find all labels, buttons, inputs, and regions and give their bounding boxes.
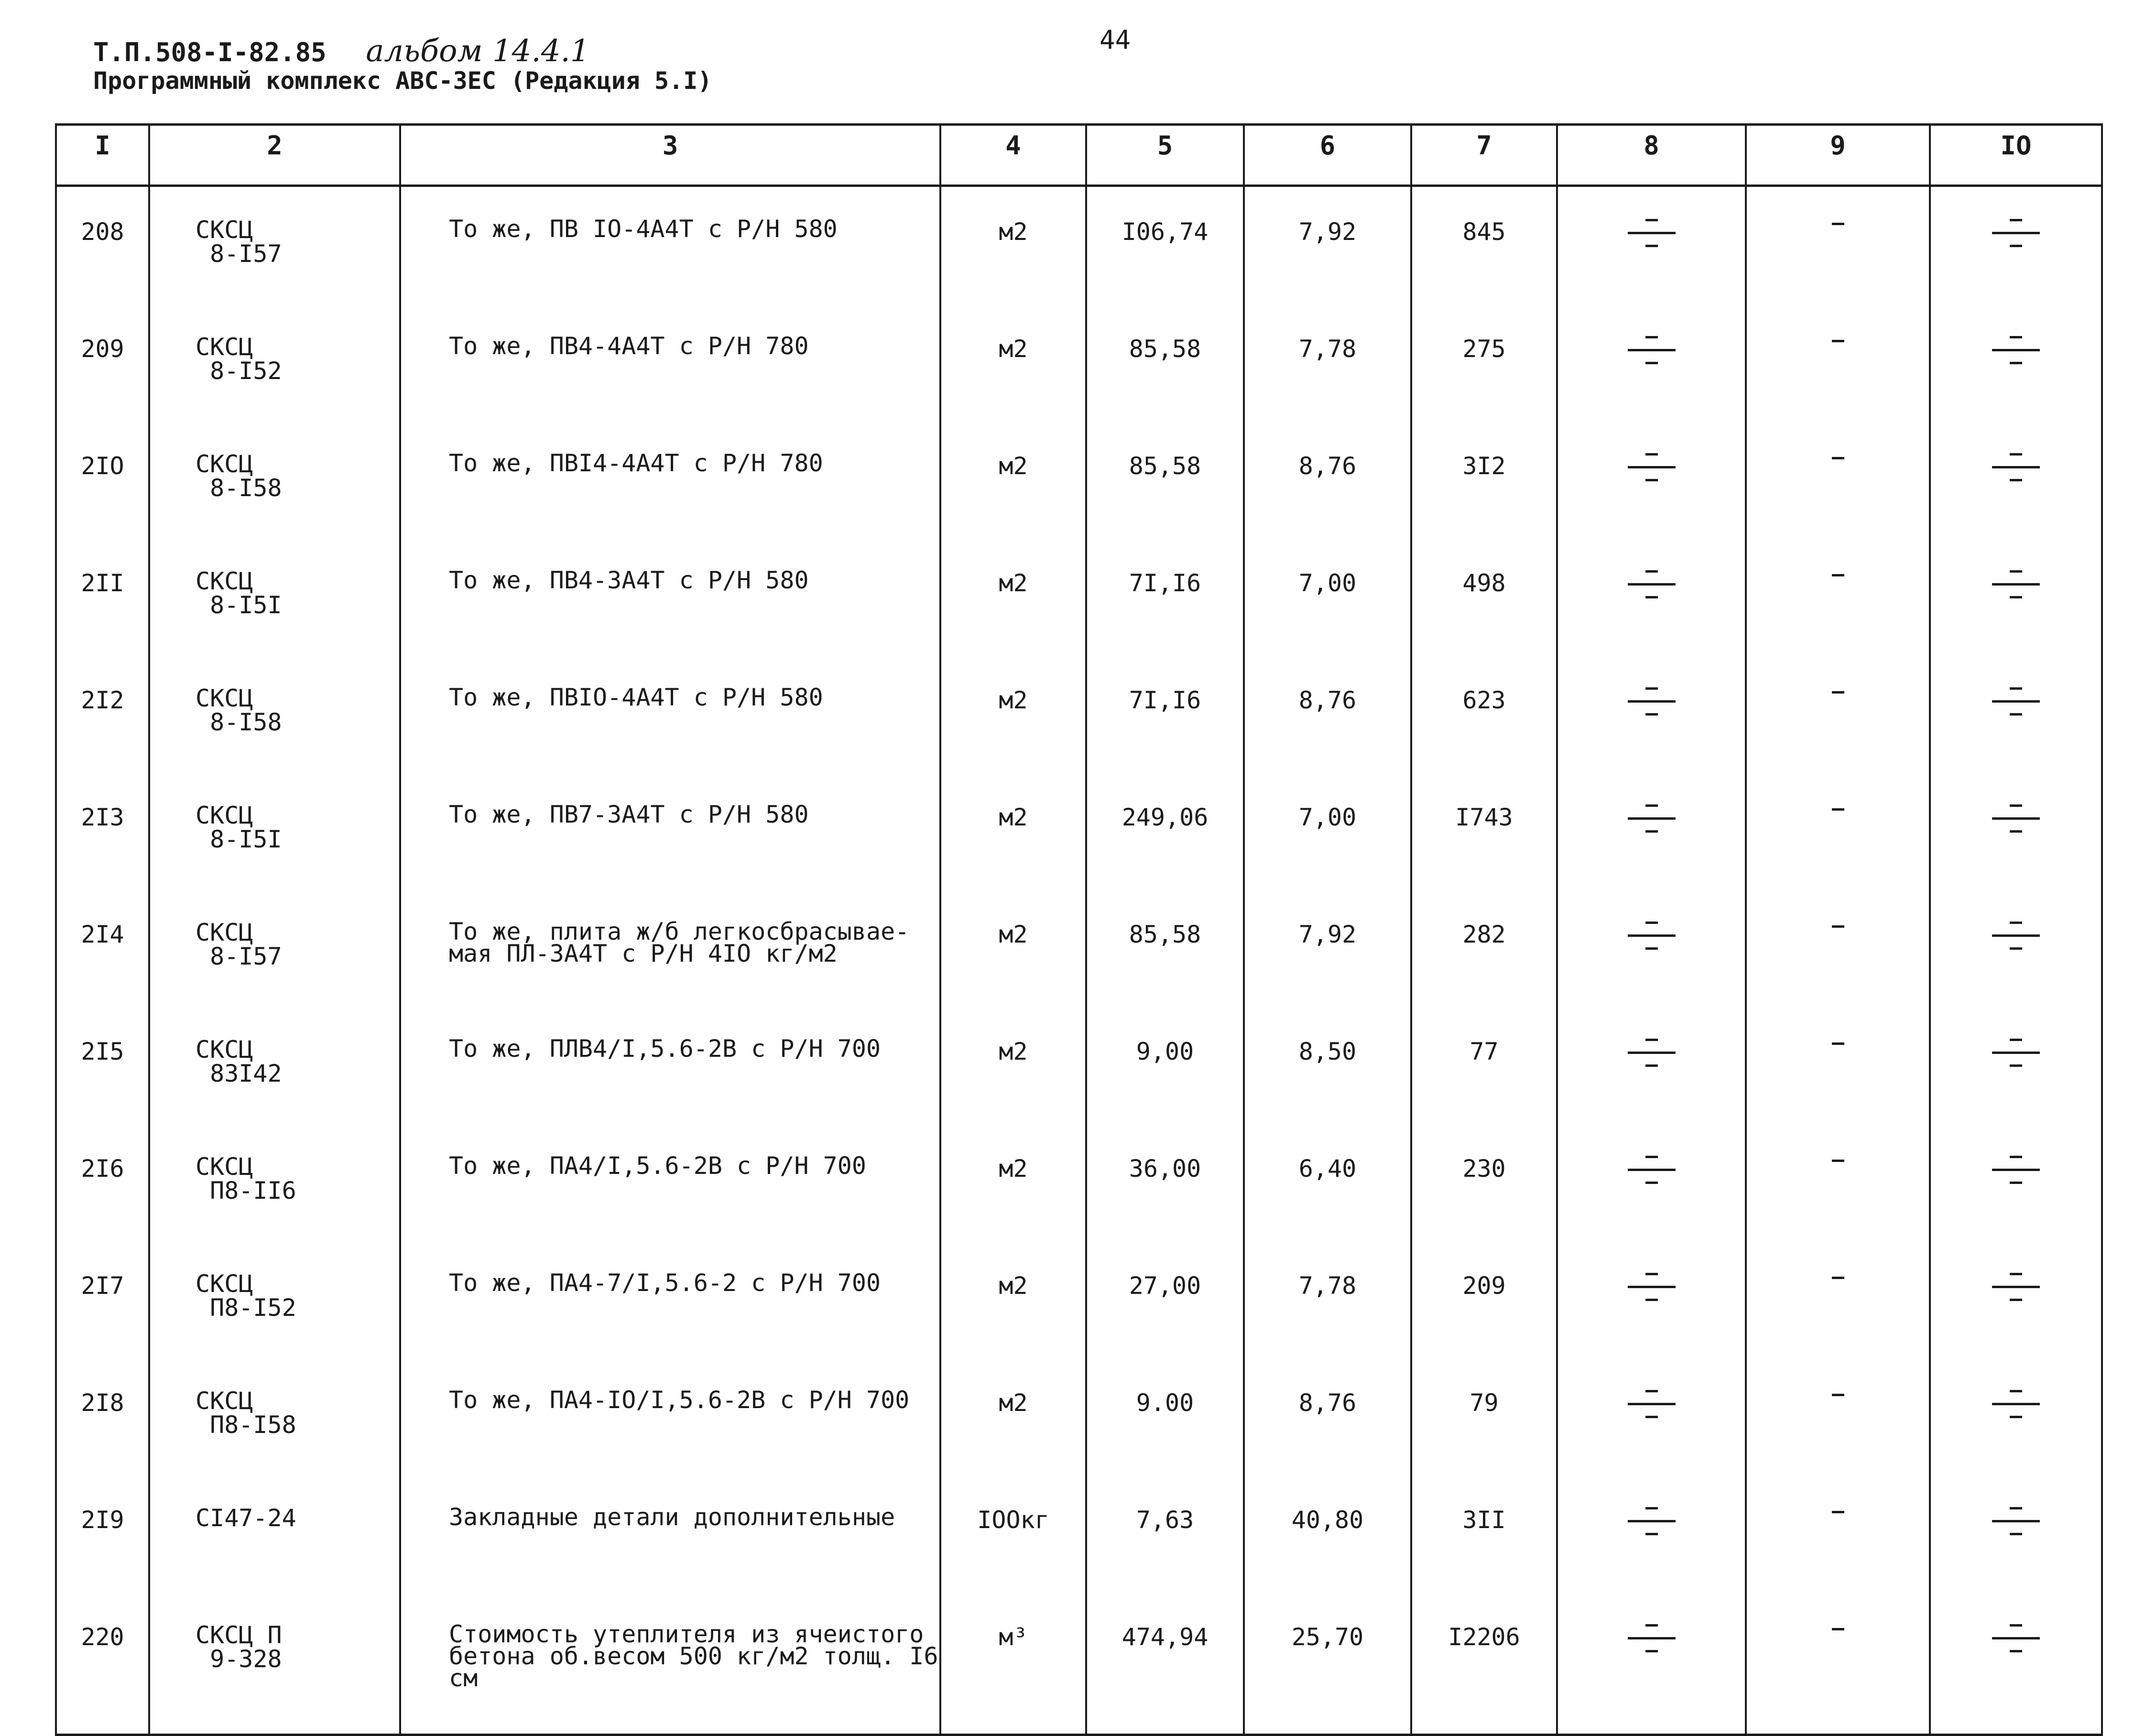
- table-row: [56, 1597, 2102, 1735]
- dash-mark: [2010, 687, 2022, 690]
- row-col9: [1746, 1480, 1930, 1597]
- row-unit: м2: [940, 186, 1086, 309]
- dash-mark: [2010, 1624, 2022, 1627]
- row-col9: [1746, 1128, 1930, 1246]
- row-number: 2I9: [56, 1480, 149, 1597]
- row-unit-price: 8,76: [1244, 1363, 1411, 1480]
- row-total: I2206: [1411, 1597, 1557, 1735]
- row-col9: [1746, 894, 1930, 1011]
- dash-mark: [2010, 804, 2022, 807]
- fraction-bar: [1992, 466, 2040, 468]
- row-quantity: 249,06: [1086, 777, 1244, 894]
- dash-mark: [1645, 1507, 1658, 1509]
- row-col8: [1557, 543, 1746, 660]
- fraction-bar: [1992, 1520, 2040, 1522]
- row-total: 209: [1411, 1246, 1557, 1363]
- fraction-bar: [1992, 1286, 2040, 1288]
- dash-mark: [1645, 1533, 1658, 1535]
- row-code: СКСЦ 83I42: [149, 1011, 400, 1128]
- row-col10: [1930, 1011, 2102, 1128]
- table-row: [56, 1246, 2102, 1363]
- row-col8: [1557, 1128, 1746, 1246]
- column-header: 9: [1746, 125, 1930, 186]
- row-unit-price: 7,78: [1244, 309, 1411, 426]
- row-col8: [1557, 1480, 1746, 1597]
- dash-mark: [2010, 570, 2022, 573]
- table-row: [56, 894, 2102, 1011]
- estimate-table: [55, 123, 2103, 1736]
- row-col10: [1930, 1128, 2102, 1246]
- dash-mark: [1645, 830, 1658, 833]
- row-unit-price: 7,92: [1244, 186, 1411, 309]
- table-row: [56, 777, 2102, 894]
- dash-mark: [2010, 1507, 2022, 1509]
- fraction-bar: [1628, 700, 1676, 703]
- row-total: 275: [1411, 309, 1557, 426]
- dash-mark: [2010, 1390, 2022, 1392]
- row-unit: м2: [940, 1128, 1086, 1246]
- dash-mark: [2010, 1416, 2022, 1418]
- fraction-bar: [1992, 349, 2040, 351]
- dash-mark: [2010, 1650, 2022, 1652]
- fraction-bar: [1628, 232, 1676, 234]
- fraction-bar: [1628, 1637, 1676, 1639]
- dash-mark: [2010, 453, 2022, 456]
- row-unit-price: 40,80: [1244, 1480, 1411, 1597]
- dash-mark: [2010, 1039, 2022, 1041]
- dash-mark: [2010, 1182, 2022, 1184]
- row-description: То же, ПВ4-3А4Т с Р/Н 580: [400, 543, 940, 660]
- fraction-bar: [1628, 349, 1676, 351]
- column-header: 2: [149, 125, 400, 186]
- row-description: То же, ПВ7-3А4Т с Р/Н 580: [400, 777, 940, 894]
- column-header: 3: [400, 125, 940, 186]
- dash-mark: [1832, 808, 1844, 811]
- dash-mark: [1645, 1624, 1658, 1627]
- row-total: 623: [1411, 660, 1557, 777]
- fraction-bar: [1992, 232, 2040, 234]
- row-quantity: 85,58: [1086, 894, 1244, 1011]
- table-header-row: [56, 125, 2102, 186]
- table-row: [56, 426, 2102, 543]
- row-col10: [1930, 1246, 2102, 1363]
- row-col9: [1746, 1011, 1930, 1128]
- row-description: То же, ПЛВ4/I,5.6-2В с Р/Н 700: [400, 1011, 940, 1128]
- row-col10: [1930, 1480, 2102, 1597]
- dash-mark: [1645, 336, 1658, 338]
- row-unit-price: 25,70: [1244, 1597, 1411, 1735]
- row-description: То же, ПА4/I,5.6-2В с Р/Н 700: [400, 1128, 940, 1246]
- row-quantity: 9.00: [1086, 1363, 1244, 1480]
- fraction-bar: [1992, 817, 2040, 820]
- row-description: То же, плита ж/б легкосбрасывае-мая ПЛ-3А4Т с Р/Н 4IO кг/м2: [400, 894, 940, 1011]
- row-col10: [1930, 186, 2102, 309]
- dash-mark: [1645, 1390, 1658, 1392]
- dash-mark: [2010, 1533, 2022, 1535]
- doc-code: Т.П.508-I-82.85: [93, 37, 327, 67]
- row-number: 208: [56, 186, 149, 309]
- row-number: 2I6: [56, 1128, 149, 1246]
- row-description: То же, ПВ IO-4А4Т с Р/Н 580: [400, 186, 940, 309]
- dash-mark: [1832, 340, 1844, 342]
- row-col9: [1746, 186, 1930, 309]
- dash-mark: [1645, 453, 1658, 456]
- dash-mark: [1832, 1277, 1844, 1279]
- fraction-bar: [1628, 466, 1676, 468]
- table-row: [56, 1128, 2102, 1246]
- row-col10: [1930, 1597, 2102, 1735]
- row-total: 77: [1411, 1011, 1557, 1128]
- row-code: СКСЦ 8-I57: [149, 894, 400, 1011]
- dash-mark: [1645, 713, 1658, 716]
- fraction-bar: [1628, 1169, 1676, 1171]
- row-number: 220: [56, 1597, 149, 1735]
- row-col8: [1557, 777, 1746, 894]
- dash-mark: [1832, 691, 1844, 694]
- dash-mark: [1645, 362, 1658, 364]
- dash-mark: [2010, 947, 2022, 950]
- fraction-bar: [1992, 1052, 2040, 1054]
- dash-mark: [1832, 574, 1844, 576]
- column-header: 4: [940, 125, 1086, 186]
- row-col10: [1930, 309, 2102, 426]
- row-col9: [1746, 1363, 1930, 1480]
- row-col8: [1557, 309, 1746, 426]
- row-code: СКСЦ П8-I52: [149, 1246, 400, 1363]
- row-col8: [1557, 1363, 1746, 1480]
- row-unit: м³: [940, 1597, 1086, 1735]
- table-row: [56, 660, 2102, 777]
- row-unit: м2: [940, 426, 1086, 543]
- row-quantity: 7,63: [1086, 1480, 1244, 1597]
- row-quantity: 85,58: [1086, 426, 1244, 543]
- row-unit: м2: [940, 660, 1086, 777]
- row-unit-price: 8,50: [1244, 1011, 1411, 1128]
- table-row: [56, 1363, 2102, 1480]
- fraction-bar: [1992, 1403, 2040, 1405]
- row-col10: [1930, 1363, 2102, 1480]
- row-col9: [1746, 777, 1930, 894]
- row-description: То же, ПА4-IO/I,5.6-2В с Р/Н 700: [400, 1363, 940, 1480]
- dash-mark: [1645, 922, 1658, 924]
- dash-mark: [2010, 479, 2022, 481]
- row-col9: [1746, 309, 1930, 426]
- dash-mark: [2010, 713, 2022, 716]
- row-unit: м2: [940, 777, 1086, 894]
- row-unit-price: 8,76: [1244, 426, 1411, 543]
- fraction-bar: [1992, 583, 2040, 586]
- row-description: Закладные детали дополнительные: [400, 1480, 940, 1597]
- dash-mark: [2010, 245, 2022, 247]
- column-header: 6: [1244, 125, 1411, 186]
- row-code: СКСЦ П 9-328: [149, 1597, 400, 1735]
- row-col10: [1930, 543, 2102, 660]
- row-number: 2IO: [56, 426, 149, 543]
- row-quantity: 9,00: [1086, 1011, 1244, 1128]
- fraction-bar: [1628, 583, 1676, 586]
- row-total: 79: [1411, 1363, 1557, 1480]
- row-col9: [1746, 426, 1930, 543]
- fraction-bar: [1992, 700, 2040, 703]
- table-row: [56, 186, 2102, 309]
- row-total: 282: [1411, 894, 1557, 1011]
- row-col9: [1746, 660, 1930, 777]
- dash-mark: [1645, 1299, 1658, 1301]
- table-row: [56, 1011, 2102, 1128]
- dash-mark: [1832, 1511, 1844, 1513]
- row-description: Стоимость утеплителя из ячеистого бетона об.весом 500 кг/м2 толщ. I6 см: [400, 1597, 940, 1735]
- row-col8: [1557, 426, 1746, 543]
- column-header: IO: [1930, 125, 2102, 186]
- row-col8: [1557, 1011, 1746, 1128]
- row-quantity: 474,94: [1086, 1597, 1244, 1735]
- dash-mark: [1645, 219, 1658, 221]
- dash-mark: [1645, 1650, 1658, 1652]
- dash-mark: [1645, 596, 1658, 598]
- row-unit-price: 7,92: [1244, 894, 1411, 1011]
- row-unit: м2: [940, 1363, 1086, 1480]
- row-number: 2I4: [56, 894, 149, 1011]
- dash-mark: [1645, 1182, 1658, 1184]
- row-unit-price: 8,76: [1244, 660, 1411, 777]
- row-quantity: 7I,I6: [1086, 660, 1244, 777]
- row-number: 2II: [56, 543, 149, 660]
- row-col9: [1746, 543, 1930, 660]
- page-number: 44: [1100, 25, 1131, 55]
- row-code: СКСЦ П8-II6: [149, 1128, 400, 1246]
- row-col9: [1746, 1246, 1930, 1363]
- dash-mark: [2010, 362, 2022, 364]
- row-code: СКСЦ 8-I57: [149, 186, 400, 309]
- row-col10: [1930, 777, 2102, 894]
- fraction-bar: [1992, 1637, 2040, 1639]
- table-row: [56, 543, 2102, 660]
- row-col10: [1930, 426, 2102, 543]
- dash-mark: [1645, 1416, 1658, 1418]
- row-quantity: 85,58: [1086, 309, 1244, 426]
- row-unit: м2: [940, 543, 1086, 660]
- dash-mark: [1645, 245, 1658, 247]
- dash-mark: [1832, 223, 1844, 225]
- dash-mark: [1645, 687, 1658, 690]
- row-unit-price: 7,00: [1244, 543, 1411, 660]
- dash-mark: [1645, 570, 1658, 573]
- row-unit: м2: [940, 1246, 1086, 1363]
- fraction-bar: [1628, 817, 1676, 820]
- dash-mark: [1832, 925, 1844, 928]
- row-unit-price: 7,00: [1244, 777, 1411, 894]
- fraction-bar: [1628, 1286, 1676, 1288]
- row-unit: м2: [940, 1011, 1086, 1128]
- dash-mark: [1832, 1042, 1844, 1045]
- table-row: [56, 1480, 2102, 1597]
- fraction-bar: [1628, 1520, 1676, 1522]
- row-description: То же, ПА4-7/I,5.6-2 с Р/Н 700: [400, 1246, 940, 1363]
- row-col8: [1557, 186, 1746, 309]
- row-quantity: 36,00: [1086, 1128, 1244, 1246]
- row-total: 230: [1411, 1128, 1557, 1246]
- row-unit: м2: [940, 309, 1086, 426]
- dash-mark: [1645, 947, 1658, 950]
- dash-mark: [1832, 1394, 1844, 1396]
- row-code: СКСЦ 8-I52: [149, 309, 400, 426]
- album-handwritten: альбом 14.4.1: [366, 33, 590, 69]
- dash-mark: [1645, 1156, 1658, 1158]
- column-header: 8: [1557, 125, 1746, 186]
- dash-mark: [1645, 804, 1658, 807]
- row-total: I743: [1411, 777, 1557, 894]
- row-code: СКСЦ 8-I5I: [149, 777, 400, 894]
- row-number: 2I7: [56, 1246, 149, 1363]
- dash-mark: [2010, 830, 2022, 833]
- dash-mark: [2010, 596, 2022, 598]
- row-description: То же, ПВI4-4А4Т с Р/Н 780: [400, 426, 940, 543]
- row-col8: [1557, 894, 1746, 1011]
- document-code: [93, 33, 590, 69]
- row-col8: [1557, 1246, 1746, 1363]
- fraction-bar: [1628, 934, 1676, 937]
- dash-mark: [1832, 1628, 1844, 1630]
- row-col10: [1930, 894, 2102, 1011]
- row-code: СКСЦ 8-I58: [149, 426, 400, 543]
- row-col8: [1557, 1597, 1746, 1735]
- column-header: 7: [1411, 125, 1557, 186]
- dash-mark: [1645, 1064, 1658, 1067]
- dash-mark: [2010, 1156, 2022, 1158]
- row-quantity: I06,74: [1086, 186, 1244, 309]
- dash-mark: [1645, 479, 1658, 481]
- dash-mark: [2010, 219, 2022, 221]
- fraction-bar: [1992, 934, 2040, 937]
- column-header: I: [56, 125, 149, 186]
- dash-mark: [1645, 1273, 1658, 1275]
- dash-mark: [2010, 922, 2022, 924]
- dash-mark: [1645, 1039, 1658, 1041]
- dash-mark: [1832, 1160, 1844, 1162]
- dash-mark: [2010, 1299, 2022, 1301]
- row-col8: [1557, 660, 1746, 777]
- row-total: 3II: [1411, 1480, 1557, 1597]
- row-col9: [1746, 1597, 1930, 1735]
- dash-mark: [1832, 457, 1844, 459]
- dash-mark: [2010, 1064, 2022, 1067]
- fraction-bar: [1992, 1169, 2040, 1171]
- row-code: СКСЦ 8-I5I: [149, 543, 400, 660]
- fraction-bar: [1628, 1403, 1676, 1405]
- row-unit-price: 6,40: [1244, 1128, 1411, 1246]
- row-col10: [1930, 660, 2102, 777]
- row-total: 498: [1411, 543, 1557, 660]
- row-total: 845: [1411, 186, 1557, 309]
- row-total: 3I2: [1411, 426, 1557, 543]
- row-number: 2I2: [56, 660, 149, 777]
- row-code: СКСЦ 8-I58: [149, 660, 400, 777]
- row-unit-price: 7,78: [1244, 1246, 1411, 1363]
- row-number: 209: [56, 309, 149, 426]
- row-unit: IOOкг: [940, 1480, 1086, 1597]
- table-row: [56, 309, 2102, 426]
- row-description: То же, ПВIO-4А4Т с Р/Н 580: [400, 660, 940, 777]
- document-subtitle: Программный комплекс АВС-ЗЕС (Редакция 5.I): [93, 67, 712, 95]
- row-description: То же, ПВ4-4А4Т с Р/Н 780: [400, 309, 940, 426]
- row-unit: м2: [940, 894, 1086, 1011]
- fraction-bar: [1628, 1052, 1676, 1054]
- dash-mark: [2010, 336, 2022, 338]
- row-number: 2I5: [56, 1011, 149, 1128]
- row-code: СКСЦ П8-I58: [149, 1363, 400, 1480]
- row-number: 2I3: [56, 777, 149, 894]
- row-number: 2I8: [56, 1363, 149, 1480]
- dash-mark: [2010, 1273, 2022, 1275]
- row-code: CI47-24: [149, 1480, 400, 1597]
- row-quantity: 7I,I6: [1086, 543, 1244, 660]
- row-quantity: 27,00: [1086, 1246, 1244, 1363]
- column-header: 5: [1086, 125, 1244, 186]
